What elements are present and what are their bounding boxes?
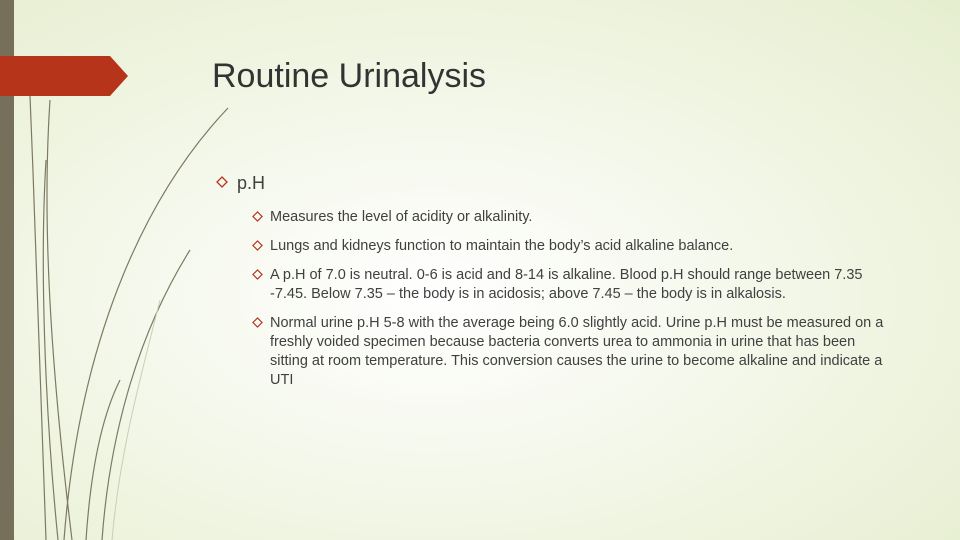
slide-body <box>216 172 916 400</box>
diamond-outline-icon <box>252 269 263 280</box>
sub-bullet-2 <box>252 237 896 256</box>
title-accent-tab <box>0 56 128 96</box>
sub-bullet-3 <box>252 266 896 304</box>
diamond-outline-icon <box>252 211 263 222</box>
sub-bullet-text: Measures the level of acidity or alkalinity. <box>270 209 533 225</box>
slide-title: Routine Urinalysis <box>212 57 486 95</box>
diamond-outline-icon <box>252 317 263 328</box>
diamond-outline-icon <box>252 240 263 251</box>
diamond-outline-icon <box>216 176 228 188</box>
sub-bullet-4 <box>252 314 896 390</box>
bullet-text: p.H <box>237 173 266 193</box>
sub-bullet-text: Normal urine p.H 5-8 with the average being 6.0 slightly acid. Urine p.H must be measured on a freshly voided specimen because bacteria converts urea to ammonia in urine that has been sitting at room temperature. This conversion causes the urine to become alkaline and indicate a UTI <box>270 315 884 388</box>
sub-bullet-text: Lungs and kidneys function to maintain the body’s acid alkaline balance. <box>270 238 734 254</box>
bullet-level-1 <box>216 172 916 194</box>
sub-bullet-text: A p.H of 7.0 is neutral. 0-6 is acid and 8-14 is alkaline. Blood p.H should range between 7.35 -7.45. Below 7.35 – the body is in acidosis; above 7.45 – the body is in alkalosis. <box>270 267 863 302</box>
sub-bullet-1 <box>252 208 896 227</box>
